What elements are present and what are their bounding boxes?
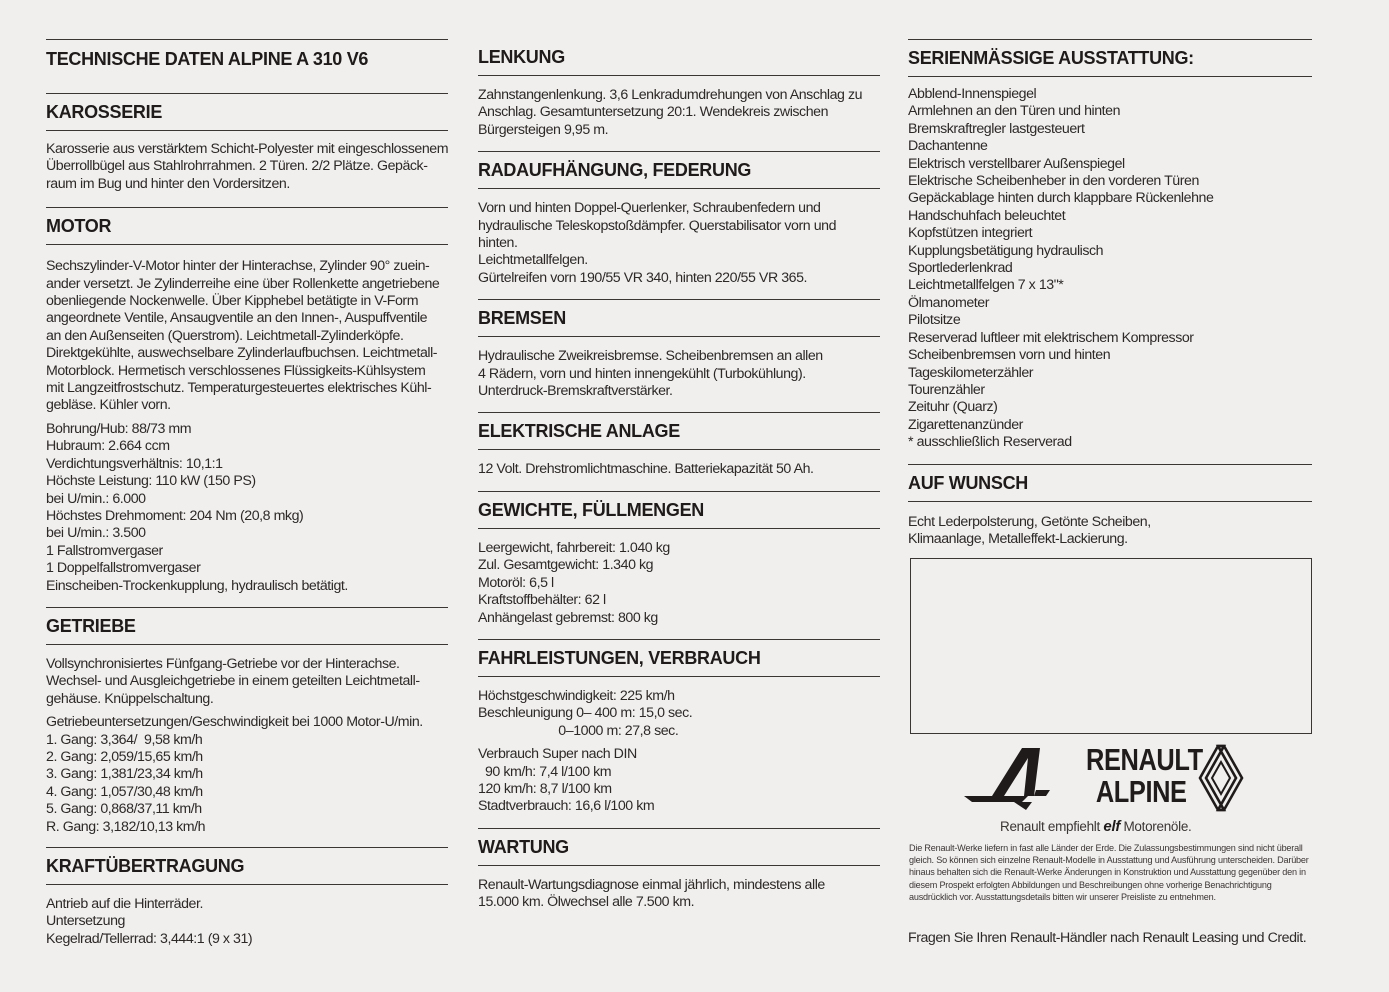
text-line: Überrollbügel aus Stahlrohrrahmen. 2 Türen. 2/2 Plätze. Gepäck-: [46, 158, 428, 175]
legal-disclaimer: Die Renault-Werke liefern in fast alle Länder der Erde. Die Zulassungsbestimmungen sind nicht überall gleich. So können sich einzelne Renault-Modelle in Ausstattung und Ausführung unterscheiden. Darüber hinaus behalten sich die Renault-Werke Änderungen in Konstruktion und Ausstattung gegenüber den in diesem Prospekt erfolgten Abbildungen und Beschreibungen ohne vorherige Benachrichtigung ausdrücklich vor. Ausstattungsdetails bitten wir unserer Preisliste zu entnehmen.: [909, 843, 1309, 902]
dealer-stamp-box: [910, 558, 1312, 734]
text-line: Dachantenne: [908, 138, 988, 155]
text-line: 15.000 km. Ölwechsel alle 7.500 km.: [478, 894, 695, 911]
text-line: 4. Gang: 1,057/30,48 km/h: [46, 783, 203, 800]
heading-radaufhaengung: RADAUFHÄNGUNG, FEDERUNG: [478, 160, 752, 181]
text-line: Anschlag. Gesamtuntersetzung 20:1. Wendekreis zwischen: [478, 104, 829, 121]
lenkung-text: [478, 87, 880, 139]
text-line: Echt Lederpolsterung, Getönte Scheiben,: [908, 513, 1151, 530]
divider: [478, 336, 880, 337]
heading-motor: MOTOR: [46, 216, 112, 237]
text-line: Getriebeuntersetzungen/Geschwindigkeit bei 1000 Motor-U/min.: [46, 714, 423, 731]
heading-fahrleistungen: FAHRLEISTUNGEN, VERBRAUCH: [478, 647, 761, 668]
brand-alpine: ALPINE: [1095, 774, 1187, 809]
text-line: gehäuse. Knüppelschaltung.: [46, 690, 214, 707]
text-line: Bürgersteigen 9,95 m.: [478, 121, 609, 138]
text-line: Höchste Leistung: 110 kW (150 PS): [46, 473, 256, 490]
text-line: Leergewicht, fahrbereit: 1.040 kg: [478, 539, 670, 556]
text-line: 0–1000 m: 27,8 sec.: [478, 722, 679, 739]
text-line: Karosserie aus verstärktem Schicht-Polyester mit eingeschlossenem: [46, 141, 449, 157]
text-line: Motorblock. Hermetisch verschlossenes Flüssigkeits-Kühlsystem: [46, 362, 426, 379]
column-left: [46, 39, 448, 948]
text-line: Einscheiben-Trockenkupplung, hydraulisch betätigt.: [46, 577, 348, 594]
text-line: Unterdruck-Bremskraftverstärker.: [478, 383, 673, 400]
text-line: Vorn und hinten Doppel-Querlenker, Schraubenfedern und: [478, 200, 821, 217]
heading-karosserie: KAROSSERIE: [46, 102, 163, 122]
divider: [46, 244, 448, 245]
text-line: Antrieb auf die Hinterräder.: [46, 896, 203, 912]
heading-lenkung: LENKUNG: [478, 47, 565, 67]
text-line: Reserverad luftleer mit elektrischem Kompressor: [908, 329, 1194, 346]
text-line: Gepäckablage hinten durch klappbare Rückenlehne: [908, 190, 1214, 207]
text-line: obenliegende Nockenwelle. Über Kipphebel betätigte in V-Form: [46, 293, 419, 310]
heading-auf-wunsch: AUF WUNSCH: [908, 472, 1028, 493]
text-line: Kupplungsbetätigung hydraulisch: [908, 242, 1104, 259]
divider: [478, 528, 880, 529]
divider: [478, 188, 880, 189]
text-line: Beschleunigung 0– 400 m: 15,0 sec.: [478, 705, 693, 722]
gewichte-text: [478, 540, 880, 627]
divider: [478, 449, 880, 450]
text-line: 1 Fallstromvergaser: [46, 542, 163, 559]
text-line: R. Gang: 3,182/10,13 km/h: [46, 818, 206, 835]
text-line: Motoröl: 6,5 l: [478, 574, 554, 591]
text-line: bei U/min.: 6.000: [46, 490, 146, 507]
heading-elektrische-anlage: ELEKTRISCHE ANLAGE: [478, 421, 680, 442]
heading-serienausstattung: SERIENMÄSSIGE AUSSTATTUNG:: [908, 48, 1194, 68]
text-line: Kopfstützen integriert: [908, 225, 1033, 242]
text-line: Verbrauch Super nach DIN: [478, 746, 637, 763]
text-line: Hubraum: 2.664 ccm: [46, 438, 170, 455]
text-line: Bremskraftregler lastgesteuert: [908, 120, 1085, 137]
text-line: bei U/min.: 3.500: [46, 525, 146, 542]
text-line: 2. Gang: 2,059/15,65 km/h: [46, 748, 203, 765]
heading-bremsen: BREMSEN: [478, 308, 566, 329]
text-line: Zul. Gesamtgewicht: 1.340 kg: [478, 557, 654, 574]
text-line: Tageskilometerzähler: [908, 364, 1034, 381]
text-line: ander versetzt. Je Zylinderreihe eine über Rollenkette angetriebene: [46, 275, 440, 292]
text-line: mit Langzeitfrostschutz. Temperaturgesteuertes elektrisches Kühl-: [46, 380, 432, 397]
text-line: Elektrisch verstellbarer Außenspiegel: [908, 155, 1125, 172]
wunsch-text: [908, 514, 1312, 549]
renault-alpine-logo: [962, 742, 1252, 816]
wartung-text: [478, 877, 880, 912]
text-line: Elektrische Scheibenheber in den vorderen Türen: [908, 173, 1199, 190]
brand-wordmark: [1086, 744, 1203, 808]
verbrauch-text: [478, 746, 880, 816]
elf-brand: elf: [1103, 818, 1121, 835]
motor-text: [46, 258, 448, 415]
text-line: Renault-Wartungsdiagnose einmal jährlich, mindestens alle: [478, 876, 825, 893]
text-line: Kraftstoffbehälter: 62 l: [478, 592, 606, 609]
fahr-text: [478, 688, 880, 740]
getriebe-text: [46, 656, 448, 708]
text-line: 120 km/h: 8,7 l/100 km: [478, 780, 612, 797]
serie-list: [908, 86, 1312, 452]
text-line: Vollsynchronisiertes Fünfgang-Getriebe vor der Hinterachse.: [46, 655, 400, 672]
text-line: Pilotsitze: [908, 312, 961, 329]
tagline-text-end: Motorenöle.: [1120, 819, 1192, 834]
text-line: Gürtelreifen vorn 190/55 VR 340, hinten 220/55 VR 365.: [478, 269, 808, 286]
rad-text: [478, 200, 880, 287]
text-line: 1 Doppelfallstromvergaser: [46, 560, 201, 577]
text-line: Abblend-Innenspiegel: [908, 86, 1037, 102]
divider: [478, 676, 880, 677]
text-line: Ölmanometer: [908, 294, 989, 311]
column-right: [908, 39, 1312, 548]
motor-specs: [46, 421, 448, 595]
karosserie-text: [46, 141, 448, 193]
kraft-text: [46, 896, 448, 948]
text-line: hinten.: [478, 235, 518, 252]
text-line: Stadtverbrauch: 16,6 l/100 km: [478, 798, 655, 815]
text-line: 1. Gang: 3,364/ 9,58 km/h: [46, 731, 203, 748]
text-line: hydraulische Teleskopstoßdämpfer. Querstabilisator vorn und: [478, 217, 837, 234]
text-line: Armlehnen an den Türen und hinten: [908, 103, 1121, 120]
divider: [478, 75, 880, 76]
text-line: Zeituhr (Quarz): [908, 399, 998, 416]
text-line: Leichtmetallfelgen 7 x 13"*: [908, 277, 1064, 294]
getriebe-gears: [46, 714, 448, 836]
heading-wartung: WARTUNG: [478, 836, 569, 857]
document-title: TECHNISCHE DATEN ALPINE A 310 V6: [46, 49, 369, 69]
bremsen-text: [478, 348, 880, 400]
text-line: Direktgekühlte, auswechselbare Zylinderlaufbuchsen. Leichtmetall-: [46, 345, 438, 362]
heading-getriebe: GETRIEBE: [46, 615, 136, 636]
text-line: Hydraulische Zweikreisbremse. Scheibenbremsen an allen: [478, 348, 823, 365]
text-line: Bohrung/Hub: 88/73 mm: [46, 420, 192, 437]
text-line: Sechszylinder-V-Motor hinter der Hinterachse, Zylinder 90° zuein-: [46, 258, 430, 275]
text-line: 4 Rädern, vorn und hinten innengekühlt (Turbokühlung).: [478, 365, 806, 382]
text-line: raum im Bug und hinter den Vordersitzen.: [46, 175, 290, 192]
text-line: Tourenzähler: [908, 381, 985, 398]
text-line: Leichtmetallfelgen.: [478, 252, 588, 269]
divider: [46, 130, 448, 131]
text-line: Wechsel- und Ausgleichgetriebe in einem geteilten Leichtmetall-: [46, 673, 420, 690]
divider: [46, 644, 448, 645]
divider: [478, 865, 880, 866]
text-line: 5. Gang: 0,868/37,11 km/h: [46, 801, 202, 818]
text-line: 90 km/h: 7,4 l/100 km: [478, 763, 612, 780]
text-line: Höchstes Drehmoment: 204 Nm (20,8 mkg): [46, 507, 304, 524]
text-line: an den Außenseiten (Querstrom). Leichtmetall-Zylinderköpfe.: [46, 327, 404, 344]
text-line: angeordnete Ventile, Ansaugventile an den Innen-, Auspuffventile: [46, 310, 428, 327]
divider: [908, 76, 1312, 77]
text-line: Untersetzung: [46, 913, 125, 930]
text-line: Anhängelast gebremst: 800 kg: [478, 609, 658, 626]
text-line: Kegelrad/Tellerrad: 3,444:1 (9 x 31): [46, 930, 253, 947]
heading-kraftuebertragung: KRAFTÜBERTRAGUNG: [46, 856, 245, 876]
text-line: Zigarettenanzünder: [908, 416, 1023, 433]
text-line: Handschuhfach beleuchtet: [908, 207, 1066, 224]
alpine-a-logo-icon: [962, 744, 1082, 814]
text-line: * ausschließlich Reserverad: [908, 434, 1072, 451]
text-line: 12 Volt. Drehstromlichtmaschine. Batteriekapazität 50 Ah.: [478, 461, 814, 478]
elektrik-text: [478, 461, 880, 478]
text-line: 3. Gang: 1,381/23,34 km/h: [46, 766, 203, 783]
leasing-note: Fragen Sie Ihren Renault-Händler nach Renault Leasing und Credit.: [908, 930, 1307, 946]
text-line: Verdichtungsverhältnis: 10,1:1: [46, 455, 223, 472]
column-middle: [478, 39, 880, 912]
text-line: Scheibenbremsen vorn und hinten: [908, 347, 1111, 364]
divider: [908, 501, 1312, 502]
tagline-text: Renault empfiehlt: [1000, 819, 1104, 834]
text-line: Sportlederlenkrad: [908, 260, 1013, 277]
text-line: Zahnstangenlenkung. 3,6 Lenkradumdrehungen von Anschlag zu: [478, 87, 863, 103]
oil-recommendation: [1000, 818, 1191, 835]
text-line: Klimaanlage, Metalleffekt-Lackierung.: [908, 530, 1128, 547]
divider: [46, 884, 448, 885]
text-line: Höchstgeschwindigkeit: 225 km/h: [478, 687, 675, 704]
text-line: gebläse. Kühler vorn.: [46, 397, 171, 414]
brand-renault: RENAULT: [1086, 742, 1203, 777]
heading-gewichte: GEWICHTE, FÜLLMENGEN: [478, 499, 704, 520]
renault-diamond-icon: [1198, 744, 1246, 812]
